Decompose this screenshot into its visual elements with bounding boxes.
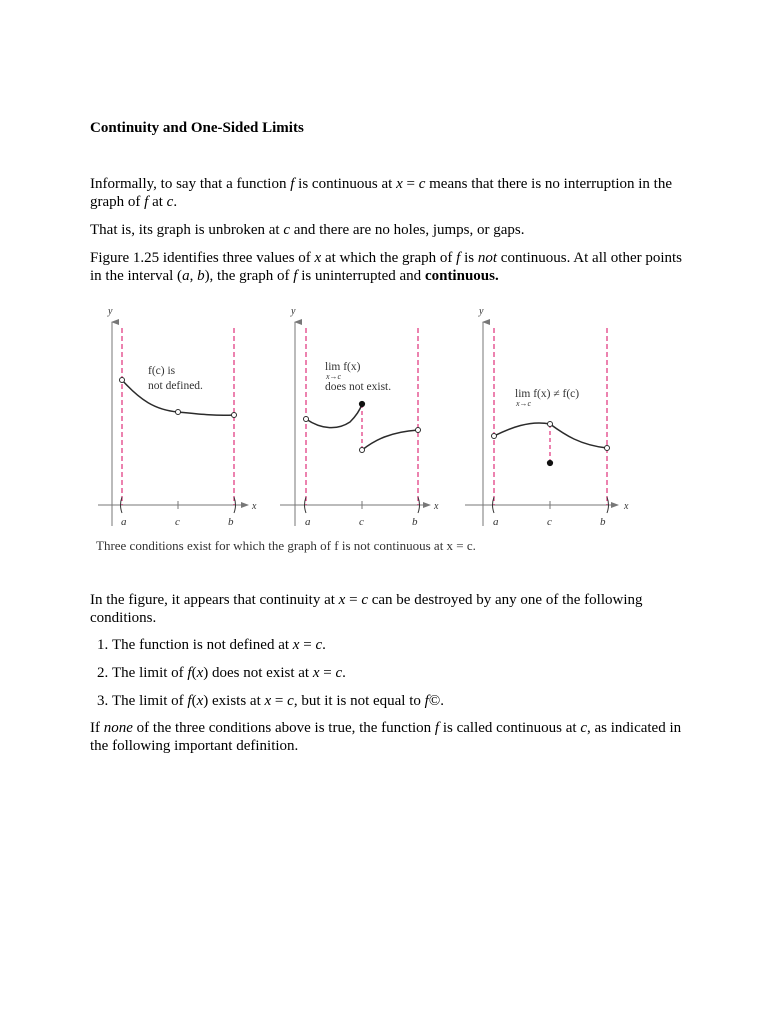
document-page bbox=[90, 0, 690, 1024]
endpoint-open-b bbox=[232, 413, 237, 418]
curve-left bbox=[306, 404, 362, 428]
list-item: 3. The limit of f(x) exists at x = c, but it is not equal to f©. bbox=[112, 692, 444, 710]
endpoint-open-a bbox=[492, 434, 497, 439]
y-axis-label: y bbox=[108, 306, 113, 317]
tick-label-a: a bbox=[121, 516, 127, 528]
figure-intro-paragraph: Figure 1.25 identifies three values of x at which the graph of f is not continuous. At all other points in the interval (a, b), the graph of f is uninterrupted and continuous. bbox=[90, 250, 683, 284]
tick-label-c: c bbox=[547, 516, 552, 528]
curve-right bbox=[362, 430, 418, 450]
definition-intro-paragraph: If none of the three conditions above is true, the function f is called continuous at c, as indicated in the following important definition. bbox=[90, 720, 682, 754]
list-item: 2. The limit of f(x) does not exist at x = c. bbox=[112, 664, 444, 682]
annotation-lim-subscript: x→c bbox=[326, 372, 342, 381]
y-axis-label: y bbox=[291, 306, 296, 317]
intro-paragraph: Informally, to say that a function f is continuous at x = c means that there is no interruption in the graph of f at c. bbox=[90, 176, 672, 210]
graph-not-defined bbox=[98, 306, 257, 528]
hole-at-c bbox=[548, 422, 553, 427]
annotation-line2: not defined. bbox=[148, 380, 203, 392]
graph-limit-not-equal bbox=[465, 306, 629, 528]
annotation-lim: lim f(x) ≠ f(c) bbox=[515, 388, 580, 400]
closed-point-fc bbox=[547, 460, 552, 465]
endpoint-open-b bbox=[416, 428, 421, 433]
endpoint-open-a bbox=[304, 417, 309, 422]
annotation-lim: lim f(x) bbox=[325, 361, 361, 373]
conditions-list bbox=[90, 636, 444, 720]
annotation-line2: does not exist. bbox=[325, 381, 392, 393]
endpoint-open-a bbox=[120, 378, 125, 383]
tick-label-b: b bbox=[228, 516, 234, 528]
x-axis-label: x bbox=[624, 501, 629, 512]
list-item: 1. The function is not defined at x = c. bbox=[112, 636, 444, 654]
x-axis-label: x bbox=[252, 501, 257, 512]
tick-label-a: a bbox=[305, 516, 311, 528]
continuity-figure-svg bbox=[90, 300, 650, 562]
unbroken-paragraph: That is, its graph is unbroken at c and there are no holes, jumps, or gaps. bbox=[90, 222, 525, 238]
open-point-c bbox=[360, 448, 365, 453]
section-heading: Continuity and One-Sided Limits bbox=[90, 120, 304, 136]
y-axis-label: y bbox=[479, 306, 484, 317]
closed-point-c bbox=[359, 401, 364, 406]
x-axis-label: x bbox=[434, 501, 439, 512]
annotation-line1: f(c) is bbox=[148, 365, 176, 377]
tick-label-a: a bbox=[493, 516, 499, 528]
figure-caption: Three conditions exist for which the graph of f is not continuous at x = c. bbox=[96, 538, 476, 553]
annotation-lim-subscript: x→c bbox=[516, 399, 532, 408]
graph-limit-not-exist bbox=[280, 306, 439, 528]
endpoint-open-b bbox=[605, 446, 610, 451]
tick-label-b: b bbox=[412, 516, 418, 528]
tick-label-c: c bbox=[359, 516, 364, 528]
tick-label-c: c bbox=[175, 516, 180, 528]
tick-label-b: b bbox=[600, 516, 606, 528]
destroyed-paragraph: In the figure, it appears that continuity at x = c can be destroyed by any one of the following conditions. bbox=[90, 592, 643, 626]
hole-at-c bbox=[176, 410, 181, 415]
figure-1-25 bbox=[90, 300, 650, 567]
